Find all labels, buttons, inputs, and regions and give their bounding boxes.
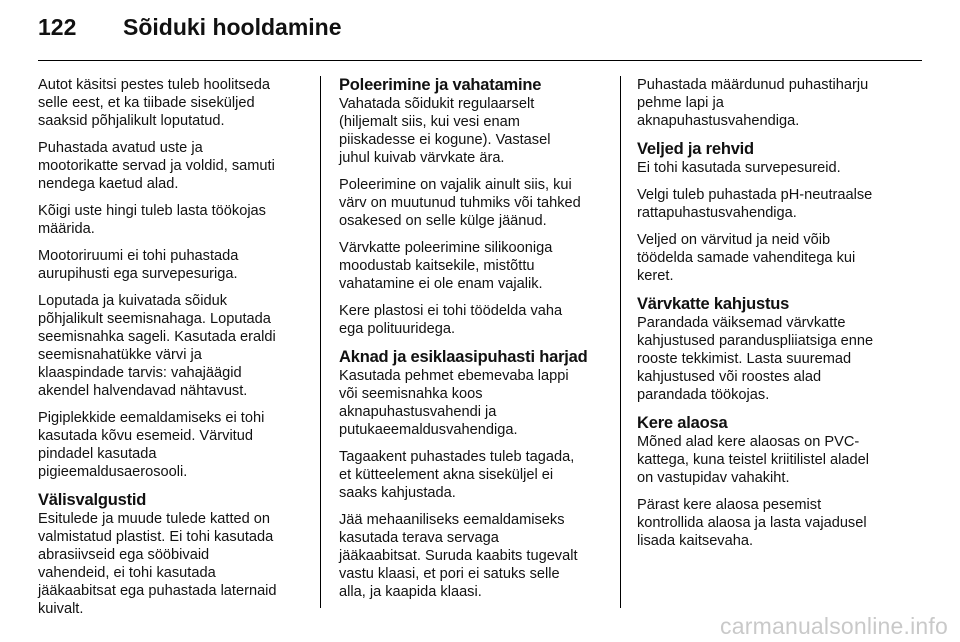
paragraph: Autot käsitsi pestes tuleb hoolitseda selle eest, et ka tiibade siseküljed saaksid põhjalikult loputatud. [38, 77, 271, 129]
paragraph: Mõned alad kere alaosas on PVC- kattega, kuna teistel kriitilistel aladel on vastupidav vahakiht. [637, 434, 869, 486]
paragraph: Jää mehaaniliseks eemaldamiseks kasutada terava servaga jääkaabitsat. Suruda kaabits tugevalt vastu klaasi, et pori ei satuks selle alla, ja kaapida klaasi. [339, 512, 578, 600]
paragraph: Kõigi uste hingi tuleb lasta töökojas määrida. [38, 203, 266, 237]
page-title: Sõiduki hooldamine [123, 14, 342, 40]
paragraph: Parandada väiksemad värvkatte kahjustused paranduspliiatsiga enne rooste tekkimist. Lasta suuremad kahjustused või roostes alad parandada töökojas. [637, 315, 874, 403]
section-heading: Värvkatte kahjustus [637, 295, 790, 313]
paragraph: Tagaakent puhastades tuleb tagada, et kütteelement akna siseküljel ei saaks kahjustada. [339, 449, 575, 501]
paragraph: Kere plastosi ei tohi töödelda vaha ega polituuridega. [339, 303, 563, 337]
paragraph: Veljed on värvitud ja neid võib töödelda samade vahenditega kui keret. [637, 232, 856, 284]
paragraph: Velgi tuleb puhastada pH-neutraalse rattapuhastusvahendiga. [637, 187, 873, 221]
column-1 [38, 76, 310, 627]
paragraph: Poleerimine on vajalik ainult siis, kui värv on muutunud tuhmiks või tahked osakesed on selle külge jäänud. [339, 177, 581, 229]
header-rule [38, 60, 922, 61]
section-heading: Välisvalgustid [38, 491, 147, 509]
page-number: 122 [38, 14, 77, 40]
page-header [38, 14, 342, 50]
section-exterior-lights [38, 491, 310, 618]
column-2 [339, 76, 607, 610]
paragraph: Pärast kere alaosa pesemist kontrollida alaosa ja lasta vajadusel lisada kaitsevaha. [637, 497, 867, 549]
section-heading: Poleerimine ja vahatamine [339, 76, 542, 94]
section-heading: Aknad ja esiklaasipuhasti harjad [339, 348, 588, 366]
section-polishing [339, 76, 607, 338]
paragraph: Värvkatte poleerimine silikooniga moodustab kaitsekile, mistõttu vahatamine ei ole enam vajalik. [339, 240, 553, 292]
column-divider [320, 76, 321, 608]
paragraph: Puhastada avatud uste ja mootorikatte servad ja voldid, samuti nendega kaetud alad. [38, 140, 275, 192]
paragraph: Esitulede ja muude tulede katted on valmistatud plastist. Ei tohi kasutada abrasiivseid ega sööbivaid vahendeid, ei tohi kasutada jääkaabitsat ega puhastada laternaid kuivalt. [38, 511, 277, 617]
section-underbody [637, 414, 922, 550]
section-paint-damage [637, 295, 922, 404]
paragraph: Kasutada pehmet ebemevaba lappi või seemisnahka koos aknapuhastusvahendi ja putukaeemaldusvahendiga. [339, 368, 569, 438]
paragraph: Vahatada sõidukit regulaarselt (hiljemalt siis, kui vesi enam piiskadesse ei kogune). Vastasel juhul kuivab värvkate ära. [339, 96, 551, 166]
section-heading: Kere alaosa [637, 414, 728, 432]
column-divider [620, 76, 621, 608]
section-wheels-tyres [637, 140, 922, 285]
paragraph: Mootoriruumi ei tohi puhastada aurupihusti ega survepesuriga. [38, 248, 239, 282]
section-windows-wipers [339, 348, 607, 601]
paragraph: Loputada ja kuivatada sõiduk põhjalikult seemisnahaga. Loputada seemisnahka sageli. Kasutada eraldi seemisnahatükke värvi ja klaaspindade tarvis: vahajäägid akendel halvendavad nähtavust. [38, 293, 276, 399]
section-heading: Veljed ja rehvid [637, 140, 754, 158]
column-3 [637, 76, 922, 559]
paragraph: Puhastada määrdunud puhastiharju pehme lapi ja aknapuhastusvahendiga. [637, 77, 869, 129]
paragraph: Ei tohi kasutada survepesureid. [637, 160, 841, 176]
paragraph: Pigiplekkide eemaldamiseks ei tohi kasutada kõvu esemeid. Värvitud pindadel kasutada pigieemaldusaerosooli. [38, 410, 265, 480]
watermark-text: carmanualsonline.info [720, 613, 948, 639]
